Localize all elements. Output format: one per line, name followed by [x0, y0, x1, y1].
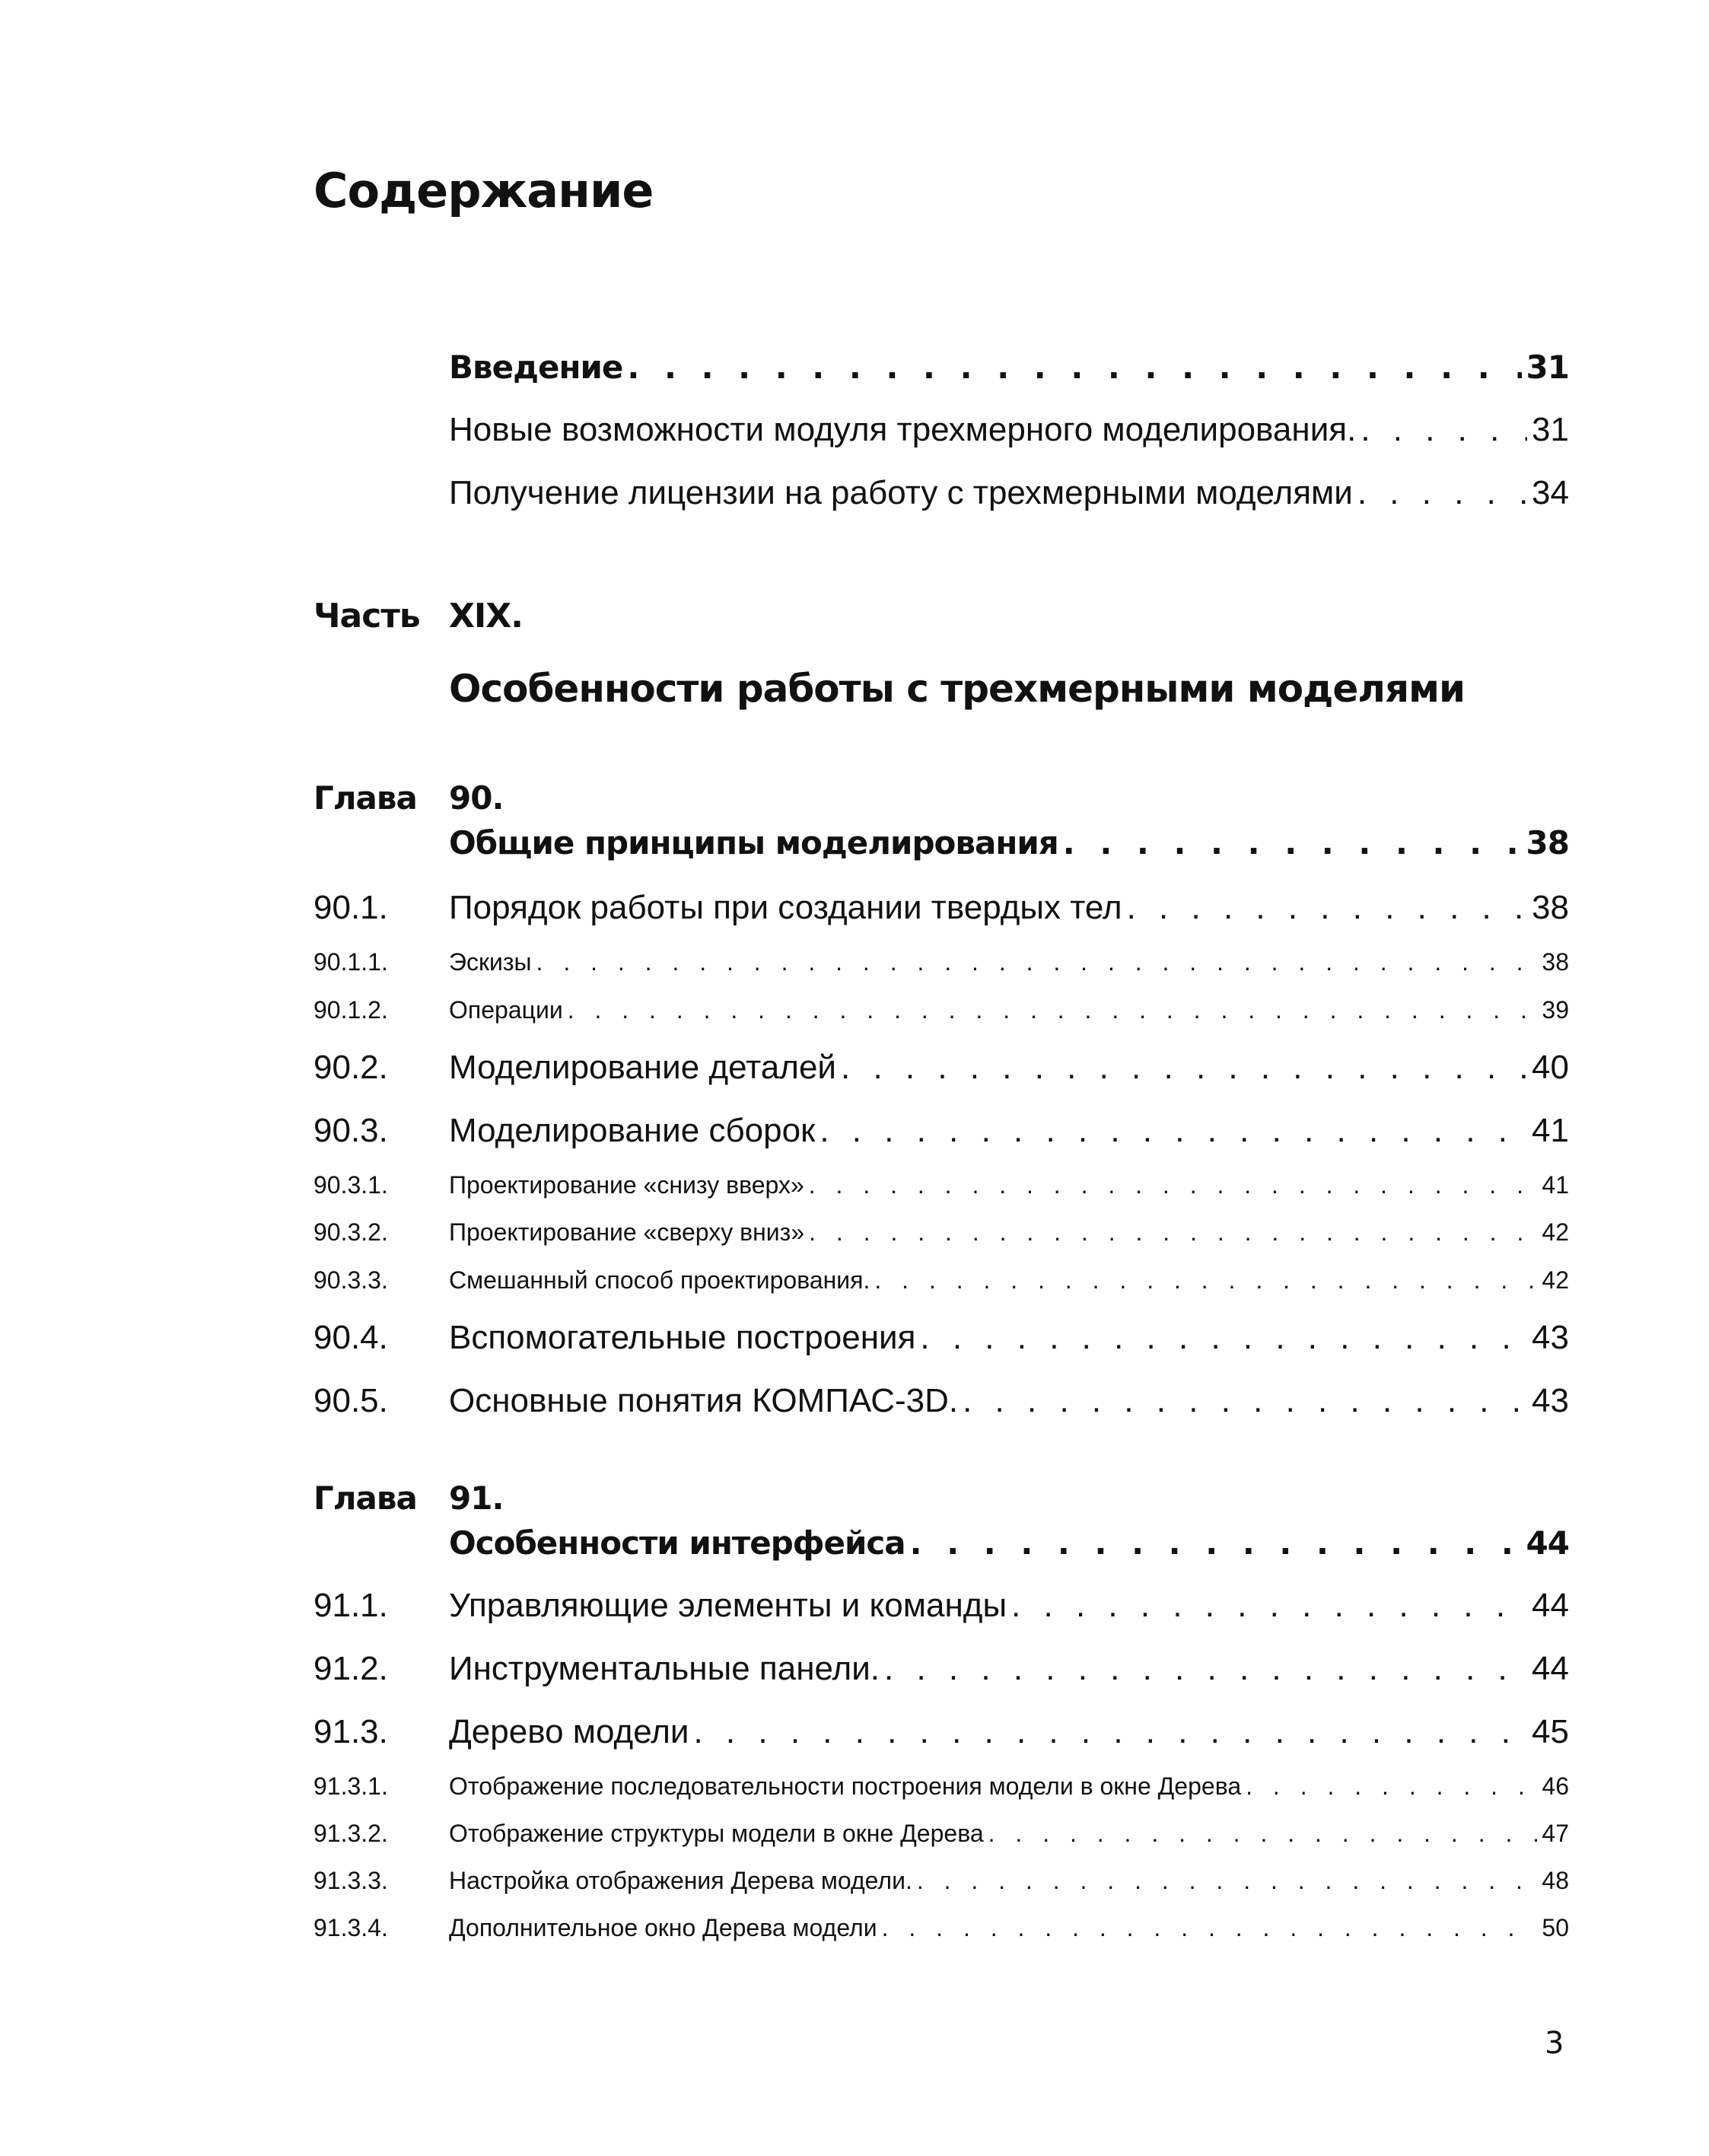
toc-entry-intro[interactable]	[449, 349, 1569, 386]
toc-entry[interactable]	[449, 1650, 1569, 1688]
part-title[interactable]: Особенности работы с трехмерными моделями	[449, 667, 1465, 711]
leader-dots	[568, 996, 1538, 1024]
toc-entry-text: Дополнительное окно Дерева модели	[449, 1914, 877, 1941]
toc-page-number: 45	[1532, 1713, 1569, 1750]
toc-entry[interactable]	[449, 1820, 1569, 1848]
toc-page-number: 46	[1542, 1772, 1569, 1800]
leader-dots	[1357, 474, 1527, 512]
leader-dots	[882, 1914, 1538, 1942]
toc-entry[interactable]	[449, 1382, 1569, 1420]
leader-dots	[1011, 1587, 1527, 1625]
chapter-label: Глава	[313, 779, 417, 817]
toc-entry-text: Проектирование «сверху вниз»	[449, 1218, 805, 1246]
page-title: Содержание	[313, 163, 654, 218]
toc-entry-text: Управляющие элементы и команды	[449, 1587, 1007, 1624]
toc-entry[interactable]	[449, 1112, 1569, 1150]
leader-dots	[693, 1713, 1527, 1751]
section-number: 91.3.2.	[313, 1820, 388, 1847]
toc-entry[interactable]	[449, 1914, 1569, 1942]
section-number: 90.4.	[313, 1319, 388, 1356]
toc-entry[interactable]	[449, 1171, 1569, 1199]
leader-dots	[627, 349, 1521, 386]
toc-page-number: 44	[1532, 1650, 1569, 1687]
toc-entry-text: Основные понятия КОМПАС-3D.	[449, 1382, 959, 1419]
toc-entry[interactable]	[449, 948, 1569, 976]
page-number: 3	[1545, 2026, 1564, 2061]
toc-entry[interactable]	[449, 474, 1569, 512]
toc-entry[interactable]	[449, 411, 1569, 449]
toc-page-number: 44	[1532, 1587, 1569, 1624]
section-number: 90.3.2.	[313, 1218, 388, 1246]
toc-entry-text: Инструментальные панели.	[449, 1650, 880, 1687]
leader-dots	[884, 1650, 1527, 1688]
leader-dots	[917, 1867, 1538, 1895]
toc-entry-text: Получение лицензии на работу с трехмерными моделями	[449, 474, 1353, 511]
section-number: 90.1.1.	[313, 948, 388, 976]
toc-entry-text: Смешанный способ проектирования.	[449, 1266, 870, 1294]
part-label: Часть	[313, 597, 420, 635]
toc-page-number: 44	[1526, 1524, 1569, 1562]
toc-page-number: 42	[1542, 1266, 1569, 1294]
chapter-title: Общие принципы моделирования	[449, 824, 1058, 861]
part-number: XIX.	[449, 597, 523, 635]
toc-page-number: 42	[1542, 1218, 1569, 1246]
toc-page-number: 41	[1532, 1112, 1569, 1149]
leader-dots	[1361, 411, 1527, 449]
toc-page-number: 38	[1542, 948, 1569, 976]
section-number: 90.3.3.	[313, 1266, 388, 1294]
leader-dots	[1127, 889, 1527, 927]
leader-dots	[536, 948, 1538, 976]
section-number: 90.5.	[313, 1382, 388, 1419]
leader-dots	[874, 1266, 1537, 1295]
toc-entry-text: Эскизы	[449, 948, 532, 976]
leader-dots	[963, 1382, 1527, 1420]
leader-dots	[809, 1171, 1538, 1199]
toc-entry-text: Отображение структуры модели в окне Дерева	[449, 1820, 984, 1847]
toc-page-number: 31	[1532, 411, 1569, 448]
leader-dots	[1246, 1772, 1537, 1801]
toc-page-number: 39	[1542, 996, 1569, 1024]
toc-page-number: 47	[1542, 1820, 1569, 1847]
toc-entry-text: Настройка отображения Дерева модели.	[449, 1867, 912, 1894]
section-number: 91.2.	[313, 1650, 388, 1687]
toc-entry[interactable]	[449, 1713, 1569, 1751]
section-number: 91.1.	[313, 1587, 388, 1624]
toc-entry[interactable]	[449, 1218, 1569, 1247]
toc-entry[interactable]	[449, 1266, 1569, 1295]
toc-page-number: 34	[1532, 474, 1569, 511]
section-number: 91.3.	[313, 1713, 388, 1750]
section-number: 90.3.1.	[313, 1171, 388, 1199]
toc-entry[interactable]	[449, 1867, 1569, 1895]
toc-entry-text: Проектирование «снизу вверх»	[449, 1171, 804, 1199]
toc-entry-text: Порядок работы при создании твердых тел	[449, 889, 1122, 926]
toc-entry-text: Моделирование сборок	[449, 1112, 816, 1149]
toc-entry[interactable]	[449, 889, 1569, 927]
section-number: 91.3.1.	[313, 1772, 388, 1800]
toc-page-number: 38	[1532, 889, 1569, 926]
toc-entry[interactable]	[449, 1049, 1569, 1087]
toc-entry[interactable]	[449, 1319, 1569, 1357]
leader-dots	[910, 1524, 1522, 1562]
section-number: 90.1.	[313, 889, 388, 926]
chapter-title: Особенности интерфейса	[449, 1524, 905, 1562]
toc-entry[interactable]	[449, 1772, 1569, 1801]
toc-entry-text: Вспомогательные построения	[449, 1319, 916, 1356]
toc-entry-text: Отображение последовательности построения модели в окне Дерева	[449, 1772, 1242, 1800]
leader-dots	[809, 1218, 1537, 1247]
toc-entry-text: Новые возможности модуля трехмерного моделирования.	[449, 411, 1357, 448]
toc-entry-chapter[interactable]	[449, 824, 1569, 861]
section-number: 90.3.	[313, 1112, 388, 1149]
toc-entry-text: Введение	[449, 349, 623, 386]
toc-page-number: 43	[1532, 1319, 1569, 1356]
toc-page-number: 41	[1542, 1171, 1569, 1199]
toc-entry[interactable]	[449, 996, 1569, 1024]
toc-entry-text: Моделирование деталей	[449, 1049, 836, 1086]
toc-entry-text: Дерево модели	[449, 1713, 689, 1750]
leader-dots	[819, 1112, 1527, 1150]
chapter-number: 91.	[449, 1479, 504, 1517]
leader-dots	[920, 1319, 1527, 1357]
toc-entry-text: Операции	[449, 996, 563, 1024]
leader-dots	[841, 1049, 1527, 1087]
chapter-number: 90.	[449, 779, 504, 817]
toc-page-number: 43	[1532, 1382, 1569, 1419]
toc-page-number: 48	[1542, 1867, 1569, 1894]
toc-entry-chapter[interactable]	[449, 1524, 1569, 1562]
toc-page-number: 50	[1542, 1914, 1569, 1941]
toc-entry[interactable]	[449, 1587, 1569, 1625]
section-number: 90.2.	[313, 1049, 388, 1086]
section-number: 91.3.3.	[313, 1867, 388, 1894]
section-number: 91.3.4.	[313, 1914, 388, 1941]
leader-dots	[988, 1820, 1538, 1848]
toc-page-number: 40	[1532, 1049, 1569, 1086]
toc-page-number: 38	[1526, 824, 1569, 861]
section-number: 90.1.2.	[313, 996, 388, 1024]
chapter-label: Глава	[313, 1479, 417, 1517]
leader-dots	[1063, 824, 1522, 861]
toc-page-number: 31	[1526, 349, 1569, 386]
